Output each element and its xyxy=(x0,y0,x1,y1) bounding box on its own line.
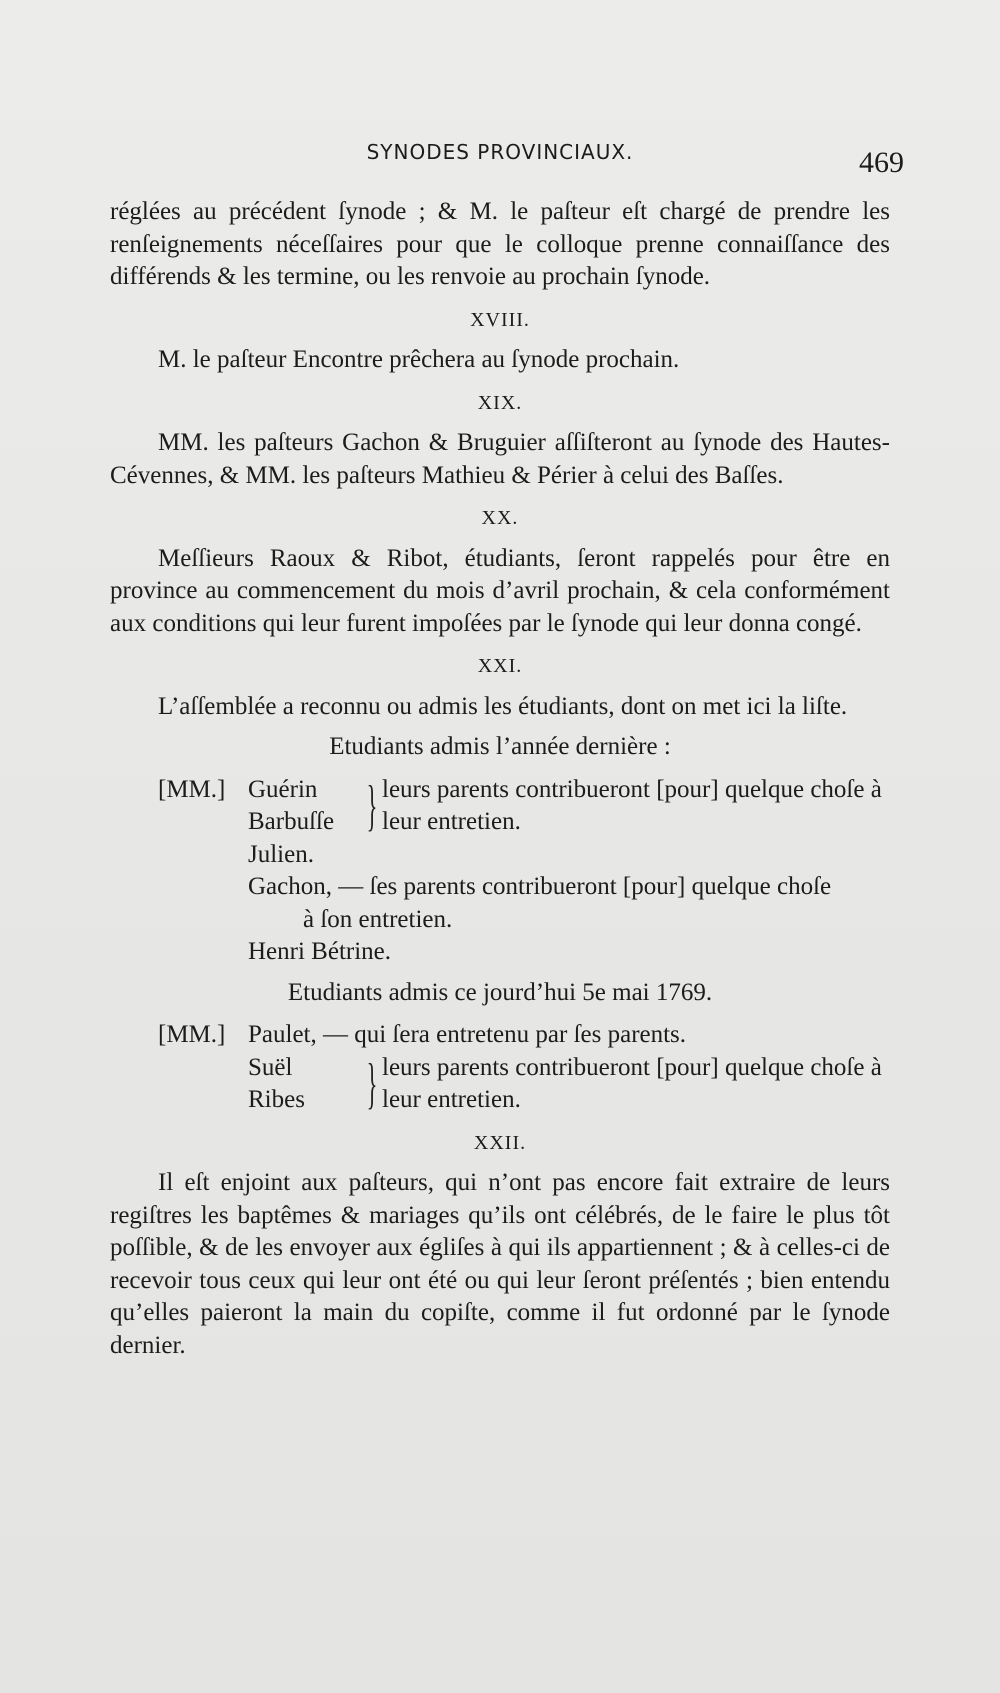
student-name: Barbuſſe xyxy=(248,808,335,835)
article-number-xix: XIX. xyxy=(477,391,523,414)
list1-julien: Julien. xyxy=(248,840,314,868)
list2-paulet: Paulet, — qui ſera entretenu par ſes parents. xyxy=(248,1021,687,1048)
list1-prefix: [MM.] xyxy=(158,775,226,803)
article-xix-text: MM. les paſteurs Gachon & Bruguier aſſiſteront au ſynode des Hautes-Cévennes, & MM. les paſteurs Mathieu & Périer à celui des Baſſes. xyxy=(110,429,890,489)
student-list-1 xyxy=(110,774,890,969)
list2-prefix: [MM.] xyxy=(158,1021,226,1048)
list1-gachon: Gachon, — ſes parents contribueront [pour] quelque choſe xyxy=(248,873,832,900)
article-xx-text: Meſſieurs Raoux & Ribot, étudiants, ſeront rappelés pour être en province au commencement du mois d’avril prochain, & cela conformément aux conditions qui leur furent impoſées par le ſynode qui leur donna congé. xyxy=(110,544,890,637)
list1-heading: Etudiants admis l’année dernière : xyxy=(329,733,671,760)
article-xxi-text: L’aſſemblée a reconnu ou admis les étudiants, dont on met ici la liſte. xyxy=(158,692,848,720)
list2-brace-note: leurs parents contribueront [pour] quelque choſe à leur entretien. xyxy=(382,1053,882,1113)
article-xxii-text: Il eſt enjoint aux paſteurs, qui n’ont pas encore fait extraire de leurs regiſtres les baptêmes & mariages qu’ils ont célébrés, de le faire le plus tôt poſſible, & de les envoyer aux égliſes à qui ils appartiennent ; & à celles-ci de recevoir tous ceux qui leur ont été ou qui leur ſeront préſentés ; bien entendu qu’elles paieront la main du copiſte, comme il fut ordonné par le ſynode dernier. xyxy=(110,1169,890,1359)
student-list-2 xyxy=(110,1019,890,1117)
list1-betrine: Henri Bétrine. xyxy=(248,938,392,965)
article-number-xviii: XVIII. xyxy=(470,308,530,331)
article-xviii-text: M. le paſteur Encontre prêchera au ſynode prochain. xyxy=(158,346,680,373)
list1-gachon-cont: à ſon entretien. xyxy=(303,905,453,933)
list1-brace-note: leurs parents contribueront [pour] quelque choſe à leur entretien. xyxy=(382,775,882,835)
running-head: SYNODES PROVINCIAUX. xyxy=(366,140,634,164)
paragraph-intro: réglées au précédent ſynode ; & M. le paſteur eſt chargé de prendre les renſeignements néceſſaires pour que le colloque prenne connaiſſance des différends & les termine, ou les renvoie au prochain ſynode. xyxy=(110,198,890,290)
article-number-xx: XX. xyxy=(481,507,519,529)
brace: } xyxy=(366,775,378,837)
list1-group xyxy=(110,774,890,839)
page-number: 469 xyxy=(859,146,904,179)
student-name: Ribes xyxy=(248,1086,305,1113)
brace: } xyxy=(366,1053,378,1115)
student-name: Suël xyxy=(248,1053,293,1081)
list2-heading: Etudiants admis ce jourd’hui 5e mai 1769. xyxy=(287,978,713,1006)
article-number-xxii: XXII. xyxy=(473,1131,527,1154)
student-name: Guérin xyxy=(248,775,318,803)
article-number-xxi: XXI. xyxy=(477,655,523,677)
page-body xyxy=(110,196,890,1362)
